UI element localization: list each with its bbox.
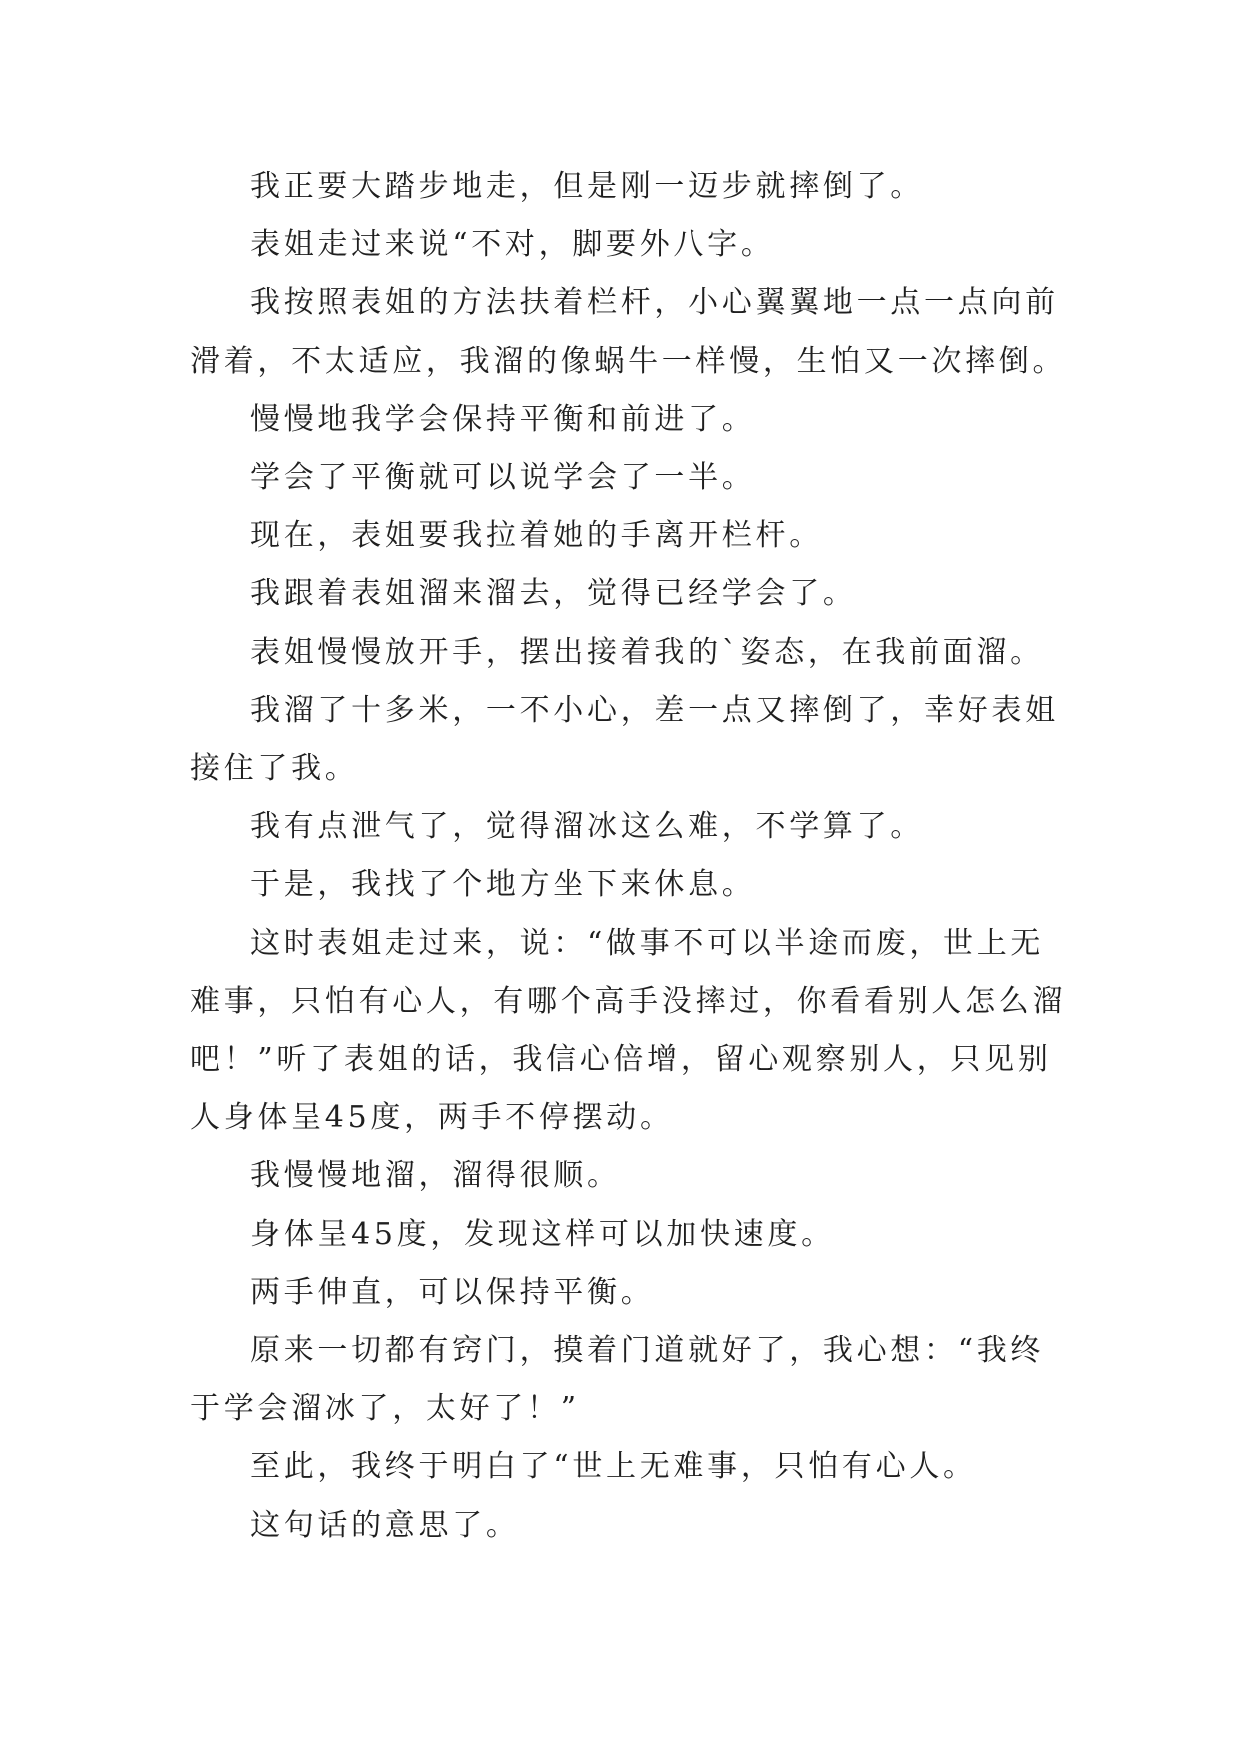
paragraph: 我按照表姐的方法扶着栏杆，小心翼翼地一点一点向前滑着，不太适应，我溜的像蜗牛一样慢，生怕又一次摔倒。 (190, 285, 1067, 379)
paragraph: 现在，表姐要我拉着她的手离开栏杆。 (250, 518, 823, 554)
paragraph: 这句话的意思了。 (250, 1507, 520, 1543)
paragraph: 表姐慢慢放开手，摆出接着我的`姿态，在我前面溜。 (250, 634, 1044, 670)
paragraph: 我慢慢地溜，溜得很顺。 (250, 1158, 621, 1194)
paragraph: 原来一切都有窍门，摸着门道就好了，我心想：“我终于学会溜冰了，太好了！” (190, 1333, 1045, 1427)
paragraph: 我溜了十多米，一不小心，差一点又摔倒了，幸好表姐接住了我。 (190, 692, 1059, 787)
paragraph: 两手伸直，可以保持平衡。 (250, 1274, 655, 1310)
paragraph: 我跟着表姐溜来溜去，觉得已经学会了。 (250, 576, 857, 612)
paragraph: 学会了平衡就可以说学会了一半。 (250, 460, 756, 496)
paragraph: 至此，我终于明白了“世上无难事，只怕有心人。 (250, 1449, 977, 1485)
paragraph: 慢慢地我学会保持平衡和前进了。 (250, 401, 756, 437)
paragraph: 于是，我找了个地方坐下来休息。 (250, 867, 756, 903)
paragraph: 身体呈45度，发现这样可以加快速度。 (250, 1216, 835, 1252)
paragraph: 我正要大踏步地走，但是刚一迈步就摔倒了。 (250, 169, 924, 204)
paragraph: 这时表姐走过来，说：“做事不可以半途而废，世上无难事，只怕有心人，有哪个高手没摔过，你看看别人怎么溜吧！”听了表姐的话，我信心倍增，留心观察别人，只见别人身体呈45度，两手不停摆动。 (190, 925, 1067, 1136)
paragraph: 表姐走过来说“不对，脚要外八字。 (250, 227, 775, 263)
essay-body (190, 158, 1070, 1555)
paragraph: 我有点泄气了，觉得溜冰这么难，不学算了。 (250, 809, 924, 845)
